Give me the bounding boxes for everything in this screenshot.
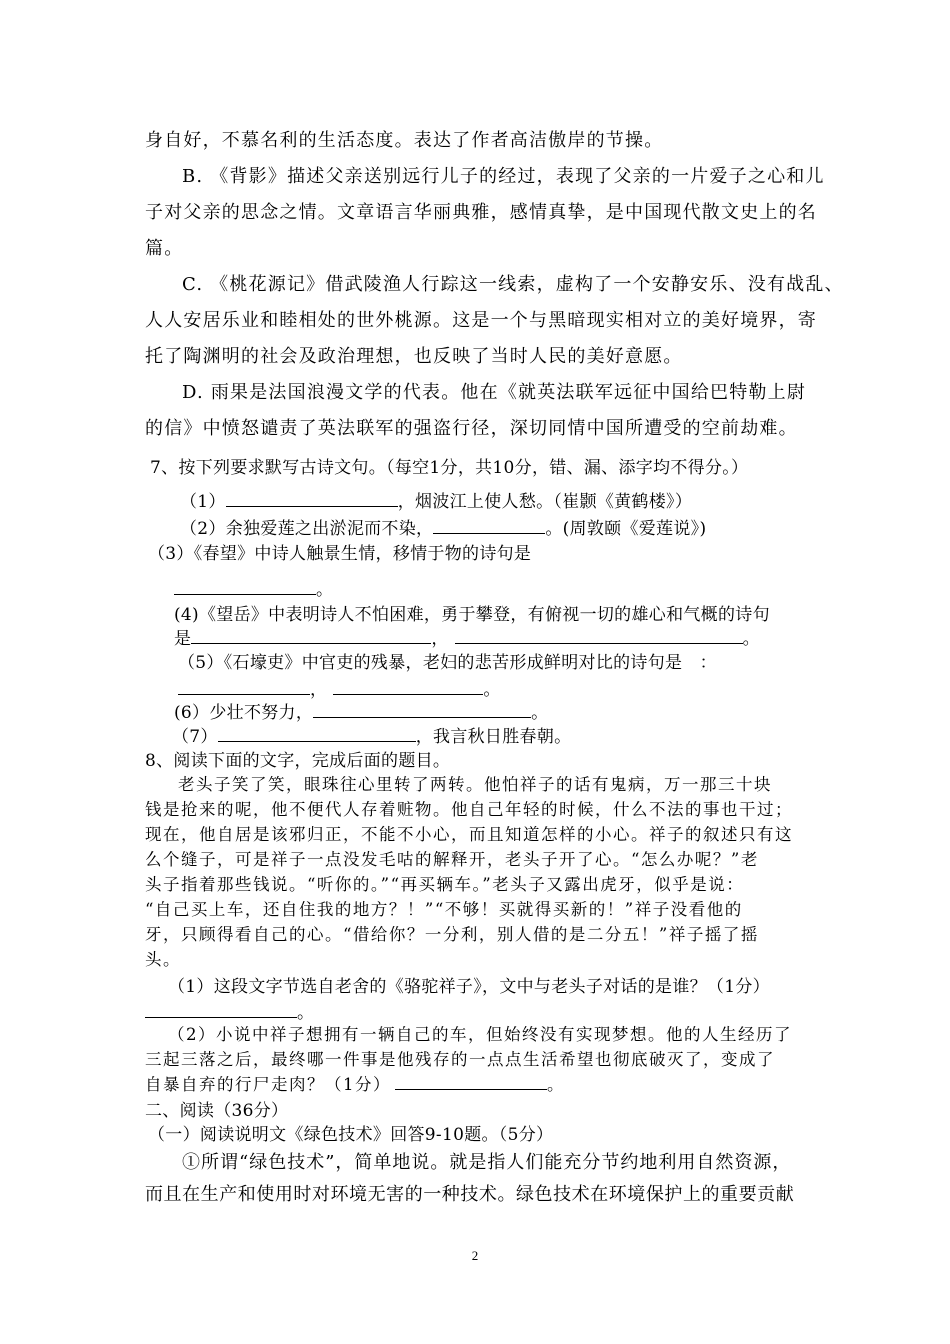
passage-line: 牙，只顾得看自己的心。“借给你？一分利，别人借的是二分五！”祥子摇了摇 <box>145 925 759 944</box>
passage-line: 头。 <box>145 950 181 969</box>
question-8-1-answer <box>145 998 314 1023</box>
text-line: 子对父亲的思念之情。文章语言华丽典雅，感情真挚，是中国现代散文史上的名 <box>145 202 817 223</box>
answer-blank[interactable] <box>218 725 416 742</box>
question-7-3-answer <box>174 575 333 600</box>
answer-blank[interactable] <box>226 490 398 507</box>
option-b: B. 《背影》描述父亲送别远行儿子的经过，表现了父亲的一片爱子之心和儿 <box>182 166 825 187</box>
item-label: （7） <box>172 727 218 747</box>
passage-line: 头子指着那些钱说。“听你的。”“再买辆车。”老头子又露出虎牙，似乎是说： <box>145 875 745 894</box>
passage-line: 么个缝子，可是祥子一点没发毛咕的解释开，老头子开了心。“怎么办呢？”老 <box>145 850 759 869</box>
answer-blank[interactable] <box>174 578 316 595</box>
option-c: C. 《桃花源记》借武陵渔人行踪这一线索，虚构了一个安静安乐、没有战乱、 <box>182 274 844 295</box>
question-7-5-answer <box>178 675 501 700</box>
question-8-heading: 8、阅读下面的文字，完成后面的题目。 <box>145 751 451 771</box>
question-7-3: （3）《春望》中诗人触景生情，移情于物的诗句是 <box>148 544 532 564</box>
text-line: 的信》中愤怒谴责了英法联军的强盗行径，深切同情中国所遭受的空前劫难。 <box>145 418 798 439</box>
text-line: 托了陶渊明的社会及政治理想，也反映了当时人民的美好意愿。 <box>145 346 683 367</box>
question-8-2: （2）小说中祥子想拥有一辆自己的车，但始终没有实现梦想。他的人生经历了 <box>168 1025 792 1044</box>
item-text: ，我言秋日胜春朝。 <box>415 727 572 747</box>
item-text: 。 <box>531 703 549 723</box>
answer-blank[interactable] <box>333 678 483 695</box>
answer-blank[interactable] <box>455 627 743 644</box>
reading-line: 而且在生产和使用时对环境无害的一种技术。绿色技术在环境保护上的重要贡献 <box>145 1184 795 1205</box>
section-2-heading: 二、阅读（36分） <box>145 1101 289 1121</box>
answer-blank[interactable] <box>313 701 531 718</box>
question-7-7 <box>172 722 571 747</box>
section-2-part-1: （一）阅读说明文《绿色技术》回答9-10题。（5分） <box>148 1125 554 1145</box>
item-text: 。(周敦颐《爱莲说》) <box>545 519 707 539</box>
question-7-5: （5）《石壕吏》中官吏的残暴，老妇的悲苦形成鲜明对比的诗句是 ： <box>178 653 717 673</box>
text-line: 身自好，不慕名利的生活态度。表达了作者高洁傲岸的节操。 <box>145 130 664 151</box>
item-text: 。 <box>742 629 760 649</box>
question-7-6 <box>174 698 548 723</box>
question-7-4: (4)《望岳》中表明诗人不怕困难，勇于攀登，有俯视一切的雄心和气概的诗句 <box>174 605 770 625</box>
item-text: （2）余独爱莲之出淤泥而不染， <box>180 519 434 539</box>
answer-blank[interactable] <box>433 517 545 534</box>
question-8-2-line: 三起三落之后，最终哪一件事是他残存的一点点生活希望也彻底破灭了，变成了 <box>145 1050 775 1069</box>
item-text: ， <box>310 680 328 700</box>
item-text: ， <box>431 629 449 649</box>
item-text: (6）少壮不努力， <box>174 703 314 723</box>
passage-line: 老头子笑了笑，眼珠往心里转了两转。他怕祥子的话有鬼病，万一那三十块 <box>178 775 772 794</box>
question-7-4-answer <box>174 624 760 649</box>
option-d: D. 雨果是法国浪漫文学的代表。他在《就英法联军远征中国给巴特勒上尉 <box>182 382 807 403</box>
answer-blank[interactable] <box>178 678 310 695</box>
question-8-2-line <box>145 1071 565 1095</box>
answer-blank[interactable] <box>145 1001 297 1018</box>
item-text: ，烟波江上使人愁。（崔颢《黄鹤楼》） <box>397 492 693 512</box>
answer-blank[interactable] <box>395 1073 547 1090</box>
passage-line: 钱是抢来的呢，他不便代人存着赃物。他自己年轻的时候，什么不法的事也干过； <box>145 800 793 819</box>
text-line: 篇。 <box>145 238 184 259</box>
item-text: 自暴自弃的行尸走肉？（1分） <box>145 1075 391 1094</box>
answer-blank[interactable] <box>191 627 431 644</box>
item-text: 。 <box>297 1003 315 1023</box>
item-text: 。 <box>547 1075 565 1094</box>
reading-line: ①所谓“绿色技术”，简单地说。就是指人们能充分节约地利用自然资源， <box>182 1152 792 1173</box>
item-text: 是 <box>174 629 192 649</box>
question-8-1: （1）这段文字节选自老舍的《骆驼祥子》，文中与老头子对话的是谁？（1分） <box>168 977 770 997</box>
text-line: 人人安居乐业和睦相处的世外桃源。这是一个与黑暗现实相对立的美好境界，寄 <box>145 310 817 331</box>
question-7-1 <box>180 487 692 512</box>
page-number: 2 <box>471 1248 479 1263</box>
item-label: （1） <box>180 492 226 512</box>
question-7-2 <box>180 514 706 539</box>
passage-line: “自己买上车，还自住我的地方？！”“不够！买就得买新的！”祥子没看他的 <box>145 900 743 919</box>
item-text: 。 <box>483 680 501 700</box>
question-7-heading: 7、按下列要求默写古诗文句。（每空1分，共10分，错、漏、添字均不得分。） <box>150 458 749 478</box>
passage-line: 现在，他自居是该邪归正，不能不小心，而且知道怎样的小心。祥子的叙述只有这 <box>145 825 793 844</box>
item-text: 。 <box>316 580 334 600</box>
